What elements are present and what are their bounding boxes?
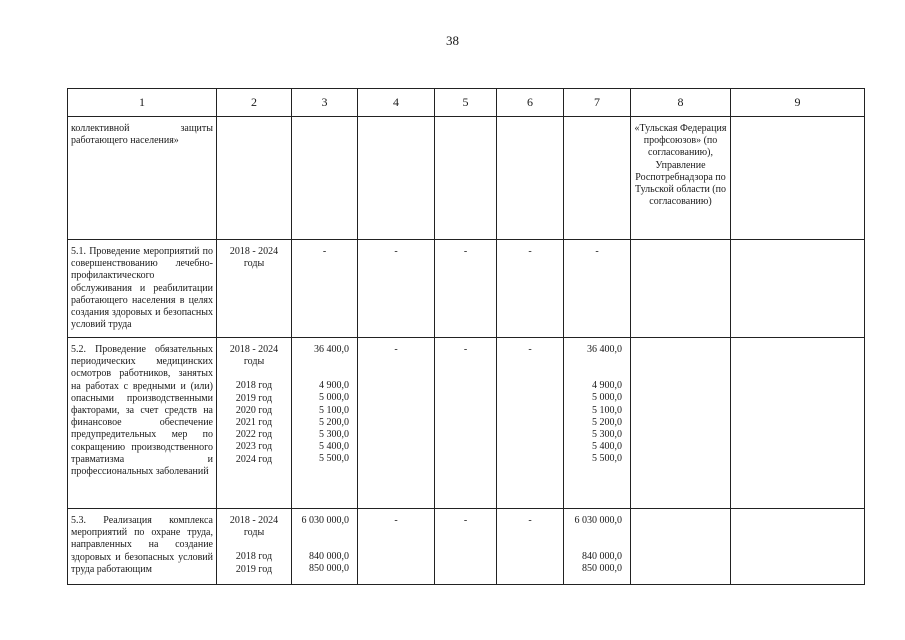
period-label: 2018 - 2024 годы — [229, 344, 279, 368]
empty-cell — [731, 240, 865, 338]
program-table — [67, 88, 865, 585]
year-label: 2018 год — [235, 380, 273, 392]
amount-value: 5 500,0 — [319, 453, 349, 465]
measure-description: коллективной защиты работающего населения» — [68, 117, 217, 240]
funding-cell: - — [435, 240, 497, 338]
amount-value: 5 300,0 — [319, 429, 349, 441]
empty-cell — [731, 338, 865, 509]
year-label: 2021 год — [235, 417, 273, 429]
period-cell: 2018 - 2024 годы — [217, 240, 292, 338]
amount-total: 36 400,0 — [587, 344, 622, 355]
column-header: 3 — [292, 89, 358, 117]
period-cell — [217, 509, 292, 585]
amount-total: 36 400,0 — [314, 344, 349, 355]
year-label: 2019 год — [235, 563, 273, 575]
funding-cell: - — [435, 338, 497, 509]
year-label: 2018 год — [235, 551, 273, 563]
empty-cell — [731, 117, 865, 240]
amount-value: 850 000,0 — [582, 563, 622, 575]
amount-value: 850 000,0 — [309, 563, 349, 575]
funding-cell: - — [358, 509, 435, 585]
empty-cell — [631, 240, 731, 338]
header-row — [68, 89, 865, 117]
amount-value: 840 000,0 — [582, 551, 622, 563]
amount-value: 4 900,0 — [319, 380, 349, 392]
column-header: 2 — [217, 89, 292, 117]
amount-value: 5 000,0 — [319, 392, 349, 404]
funding-cell: - — [564, 240, 631, 338]
funding-total-cell — [292, 509, 358, 585]
amount-total: 6 030 000,0 — [574, 515, 622, 526]
column-header: 5 — [435, 89, 497, 117]
empty-cell — [358, 117, 435, 240]
amount-value: 5 200,0 — [319, 416, 349, 428]
empty-cell — [731, 509, 865, 585]
column-header: 1 — [68, 89, 217, 117]
year-label: 2019 год — [235, 392, 273, 404]
column-header: 6 — [497, 89, 564, 117]
amount-value: 5 300,0 — [592, 429, 622, 441]
amount-value: 4 900,0 — [592, 380, 622, 392]
table-row — [68, 117, 865, 240]
year-label: 2022 год — [235, 429, 273, 441]
column-header: 9 — [731, 89, 865, 117]
funding-cell — [564, 338, 631, 509]
table-row — [68, 509, 865, 585]
empty-cell — [217, 117, 292, 240]
measure-description: 5.2. Проведение обязательных периодических медицинских осмотров работников, занятых на работах с вредными и (или) опасными производственными факторами, за счет средств на финансовое обеспечение предупредительных мер по сокращению производственного травматизма и профессиональных заболеваний — [68, 338, 217, 509]
responsible-organizations: «Тульская Федерация профсоюзов» (по согласованию), Управление Роспотребнадзора по Тульской области (по согласованию) — [631, 117, 731, 240]
empty-cell — [497, 117, 564, 240]
page-number: 38 — [446, 33, 459, 48]
period-cell — [217, 338, 292, 509]
funding-total-cell — [292, 338, 358, 509]
column-header: 8 — [631, 89, 731, 117]
funding-cell — [564, 509, 631, 585]
amount-value: 5 400,0 — [592, 441, 622, 453]
table-row — [68, 338, 865, 509]
year-label: 2024 год — [235, 453, 273, 465]
amount-value: 840 000,0 — [309, 551, 349, 563]
funding-cell: - — [358, 338, 435, 509]
table-row — [68, 240, 865, 338]
empty-cell — [631, 509, 731, 585]
amount-total: 6 030 000,0 — [301, 515, 349, 526]
empty-cell — [564, 117, 631, 240]
funding-cell: - — [497, 240, 564, 338]
funding-cell: - — [497, 509, 564, 585]
empty-cell — [292, 117, 358, 240]
measure-description: 5.3. Реализация комплекса мероприятий по охране труда, направленных на создание здоровых и безопасных условий труда работающим — [68, 509, 217, 585]
empty-cell — [435, 117, 497, 240]
empty-cell — [631, 338, 731, 509]
funding-total-cell: - — [292, 240, 358, 338]
amount-value: 5 000,0 — [592, 392, 622, 404]
year-label: 2020 год — [235, 404, 273, 416]
column-header: 7 — [564, 89, 631, 117]
amount-value: 5 500,0 — [592, 453, 622, 465]
funding-cell: - — [497, 338, 564, 509]
amount-value: 5 400,0 — [319, 441, 349, 453]
period-label: 2018 - 2024 годы — [229, 515, 279, 539]
measure-description: 5.1. Проведение мероприятий по совершенствованию лечебно-профилактического обслуживания и реабилитации работающего населения в целях создания здоровых и безопасных условий труда — [68, 240, 217, 338]
amount-value: 5 200,0 — [592, 416, 622, 428]
funding-cell: - — [358, 240, 435, 338]
funding-cell: - — [435, 509, 497, 585]
year-label: 2023 год — [235, 441, 273, 453]
column-header: 4 — [358, 89, 435, 117]
amount-value: 5 100,0 — [319, 404, 349, 416]
amount-value: 5 100,0 — [592, 404, 622, 416]
